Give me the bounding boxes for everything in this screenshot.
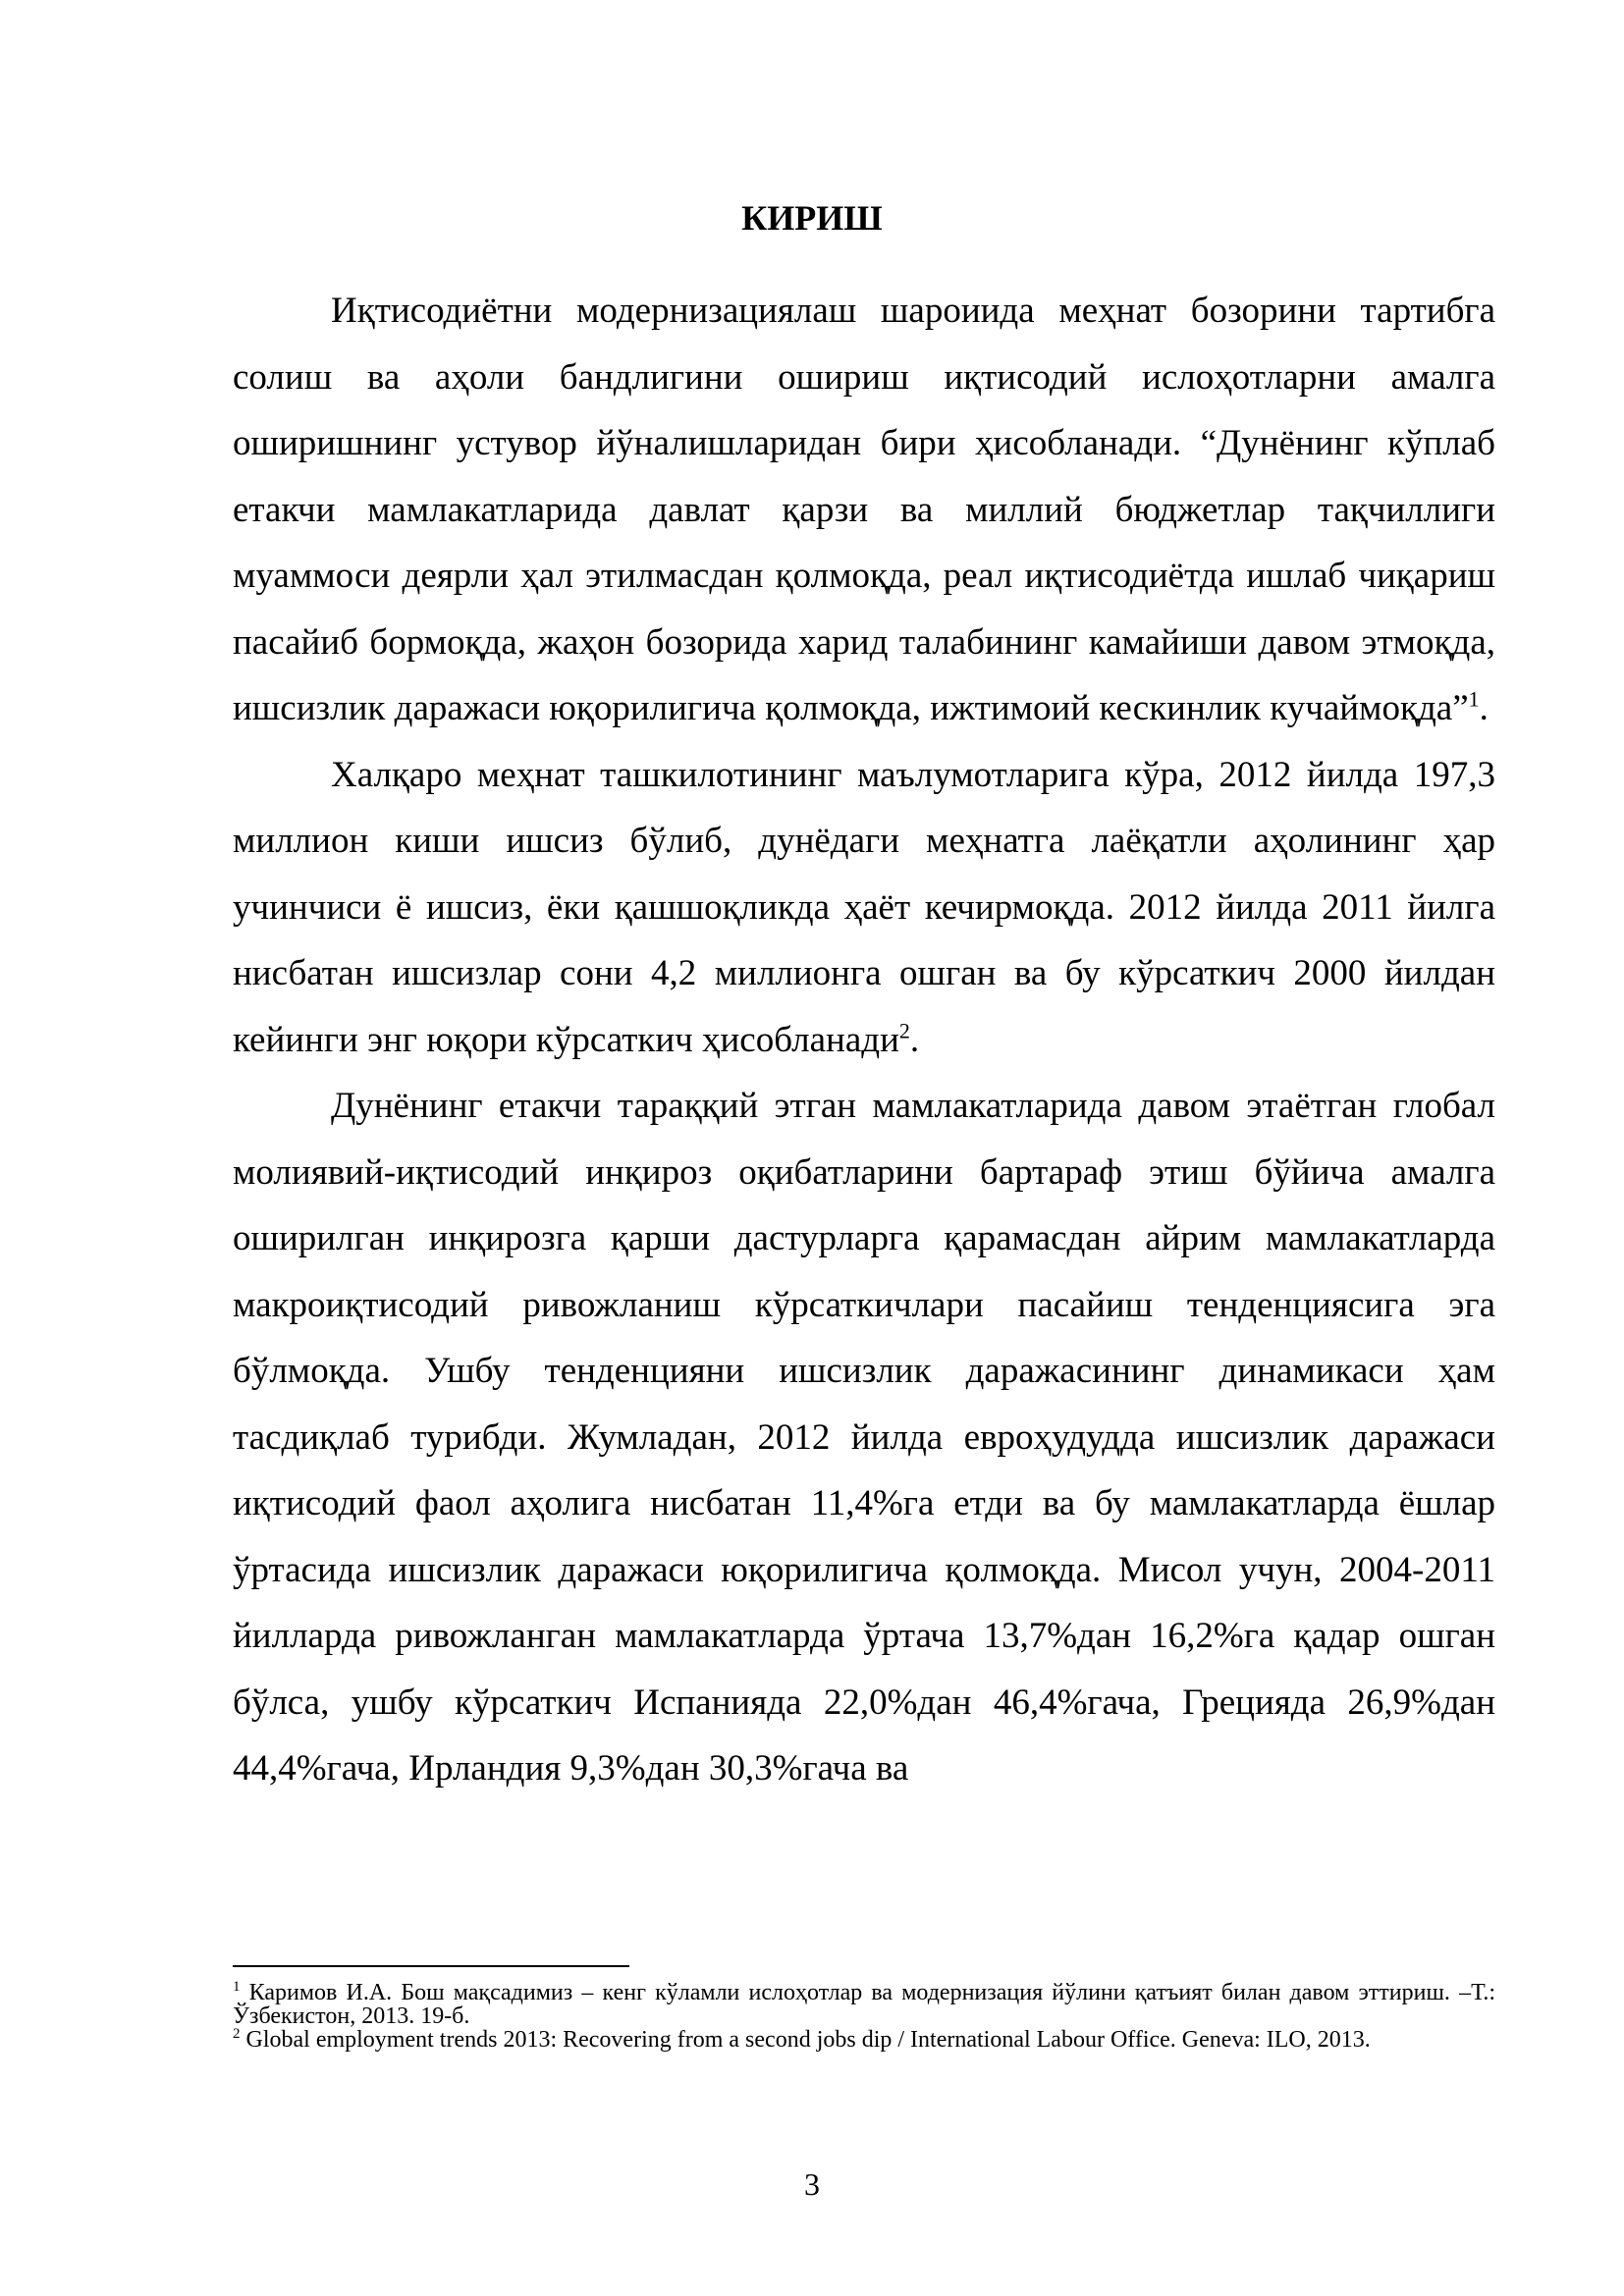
- footnote-text: Каримов И.А. Бош мақсадимиз – кенг кўламли ислоҳотлар ва модернизация йўлини қатъият билан давом эттириш. –Т.: Ўзбекистон, 2013. 19-б.: [233, 1980, 1495, 2029]
- footnote-number: 1: [233, 1979, 241, 1995]
- footnote-reference-1[interactable]: 1: [1468, 686, 1480, 712]
- body-text: [233, 278, 1495, 1802]
- paragraph-tail: .: [1479, 688, 1489, 728]
- page-number: 3: [804, 2166, 820, 2202]
- footnote-text: Global employment trends 2013: Recovering from a second jobs dip / International Labour Office. Geneva: ILO, 2013.: [245, 2027, 1371, 2053]
- paragraph-3: [233, 1073, 1495, 1802]
- paragraph-text: Халқаро меҳнат ташкилотининг маълумотларига кўра, 2012 йилда 197,3 миллион киши ишсиз бўлиб, дунёдаги меҳнатга лаёқатли аҳолининг ҳар учинчиси ё ишсиз, ёки қашшоқликда ҳаёт кечирмоқда. 2012 йилда 2011 йилга нисбатан ишсизлар сони 4,2 миллионга ошган ва бу кўрсаткич 2000 йилдан кейинги энг юқори кўрсаткич ҳисобланади: [233, 754, 1495, 1060]
- footnote-reference-2[interactable]: 2: [898, 1018, 910, 1043]
- page-heading: КИРИШ: [741, 198, 883, 238]
- footnotes: [233, 1981, 1495, 2052]
- paragraph-text: Дунёнинг етакчи тараққий этган мамлакатларида давом этаётган глобал молиявий-иқтисодий инқироз оқибатларини бартараф этиш бўйича амалга оширилган инқирозга қарши дастурларга қарамасдан айрим мамлакатларда макроиқтисодий ривожланиш кўрсаткичлари пасайиш тенденциясига эга бўлмоқда. Ушбу тенденцияни ишсизлик даражасининг динамикаси ҳам тасдиқлаб турибди. Жумладан, 2012 йилда евроҳудудда ишсизлик даражаси иқтисодий фаол аҳолига нисбатан 11,4%га етди ва бу мамлакатларда ёшлар ўртасида ишсизлик даражаси юқорилигича қолмоқда. Мисол учун, 2004-2011 йилларда ривожланган мамлакатларда ўртача 13,7%дан 16,2%га қадар ошган бўлса, ушбу кўрсаткич Испанияда 22,0%дан 46,4%гача, Грецияда 26,9%дан 44,4%гача, Ирландия 9,3%дан 30,3%гача ва: [233, 1086, 1495, 1789]
- paragraph-1: [233, 278, 1495, 742]
- footnote-number: 2: [233, 2026, 241, 2042]
- paragraph-2: [233, 742, 1495, 1074]
- paragraph-text: Иқтисодиётни модернизациялаш шароиида меҳнат бозорини тартибга солиш ва аҳоли бандлигини ошириш иқтисодий ислоҳотларни амалга оширишнинг устувор йўналишларидан бири ҳисобланади. “Дунёнинг кўплаб етакчи мамлакатларида давлат қарзи ва миллий бюджетлар тақчиллиги муаммоси деярли ҳал этилмасдан қолмоқда, реал иқтисодиётда ишлаб чиқариш пасайиб бормоқда, жаҳон бозорида харид талабининг камайиши давом этмоқда, ишсизлик даражаси юқорилигича қолмоқда, ижтимоий кескинлик кучаймоқда”: [233, 291, 1495, 728]
- footnote-2: [233, 2028, 1495, 2052]
- footnote-1: [233, 1981, 1495, 2028]
- footnote-separator: [233, 1965, 629, 1967]
- paragraph-tail: .: [909, 1019, 920, 1060]
